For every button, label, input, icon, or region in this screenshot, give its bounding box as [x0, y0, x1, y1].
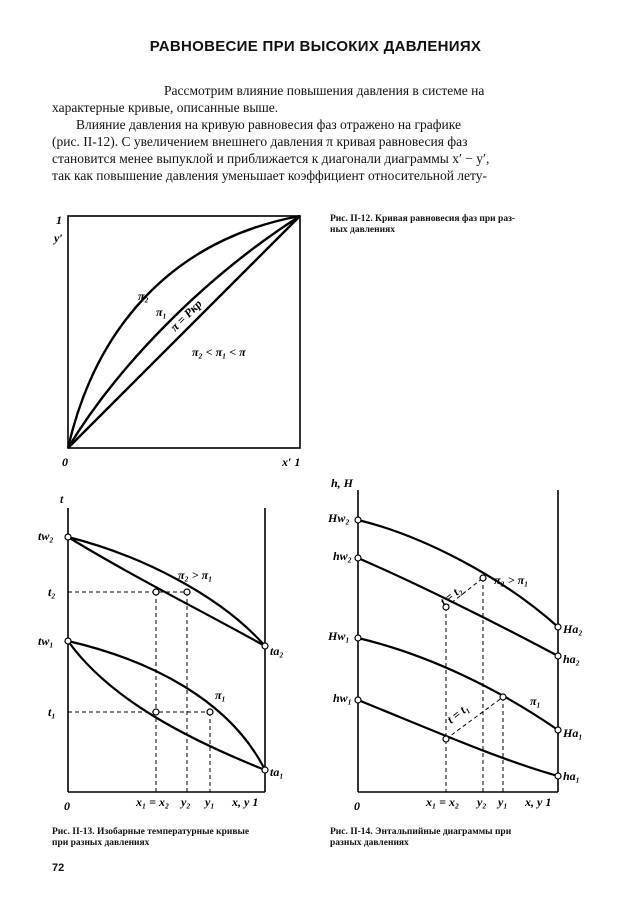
paragraph-line-3: Влияние давления на кривую равновесия фаз отражено на графике	[76, 117, 461, 132]
page-number: 72	[52, 862, 65, 874]
fig14-tick-x1x2: x₁ = x₂	[426, 795, 460, 809]
fig14-caption-line-1: Рис. II-14. Энтальпийные диаграммы при	[330, 827, 512, 837]
fig13-label-tw2: tw₂	[38, 529, 54, 543]
fig14-label-hw2: hw₂	[333, 549, 352, 563]
fig12-caption-line-1: Рис. II-12. Кривая равновесия фаз при раз-	[330, 214, 516, 224]
fig13-label-ta2: ta₂	[270, 644, 284, 658]
fig13-label-tw1: tw₁	[38, 634, 54, 648]
fig12-origin-label: 0	[62, 455, 68, 469]
fig14-point-hw1	[355, 697, 361, 703]
fig13-caption-line-1: Рис. II-13. Изобарные температурные кривые	[52, 827, 250, 837]
fig14-label-pi2-gt-pi1: π₂ > π₁	[494, 573, 529, 587]
fig14-point-t1-vapor	[500, 694, 506, 700]
fig13-tick-end: x, y 1	[232, 795, 259, 809]
fig13-label-t1: t₁	[48, 705, 56, 719]
paragraph-line-5: становится менее выпуклой и приближается к диагонали диаграммы x′ − y′,	[52, 151, 490, 166]
fig14-point-ha1	[555, 773, 561, 779]
fig14-caption-line-2: разных давлениях	[330, 838, 409, 848]
fig14-label-t-eq-t1: t = t₁	[444, 700, 472, 727]
fig14-label-Ha1: Ha₁	[563, 726, 583, 740]
fig12-label-pi2: π₂	[138, 289, 149, 303]
fig14-point-hw2	[355, 555, 361, 561]
fig14-label-Ha2: Ha₂	[563, 622, 583, 636]
fig14-caption	[330, 827, 592, 849]
fig14-label-ha1: ha₁	[563, 769, 580, 783]
fig13-label-pi1: π₁	[215, 688, 226, 702]
fig14-point-Ha1	[555, 727, 561, 733]
fig14-label-pi1: π₁	[530, 694, 541, 708]
fig14-point-Ha2	[555, 624, 561, 630]
fig14-point-ha2	[555, 653, 561, 659]
fig12-y-top-label: 1	[56, 213, 62, 227]
fig12-label-pcr: π = Pкр	[167, 296, 205, 335]
fig14-tick-end: x, y 1	[525, 795, 552, 809]
fig13-tick-y1: y₁	[205, 795, 215, 809]
fig14-origin-label: 0	[354, 799, 360, 813]
fig14-y-axis-label: h, H	[331, 476, 354, 490]
fig13-origin-label: 0	[64, 799, 70, 813]
fig14-point-t1-liquid	[443, 736, 449, 742]
fig14-label-hw1: hw₁	[333, 691, 352, 705]
fig13-label-pi2-gt-pi1: π₂ > π₁	[178, 568, 213, 582]
fig14-label-t-eq-t2: t = t₂	[437, 582, 465, 609]
fig14-label-ha2: ha₂	[563, 652, 580, 666]
paragraph-line-6: так как повышение давления уменьшает коэффициент относительной лету-	[52, 168, 487, 183]
paragraph-line-2: характерные кривые, описанные выше.	[52, 100, 279, 115]
fig12-y-axis-label: y′	[54, 231, 63, 245]
fig14-point-t2-vapor	[480, 575, 486, 581]
fig12-caption-line-2: ных давлениях	[330, 225, 395, 235]
fig13-label-ta1: ta₁	[270, 765, 284, 779]
fig12-inequality: π₂ < π₁ < π	[192, 345, 246, 359]
fig13-y-axis-label: t	[60, 492, 64, 506]
fig14-tick-y1: y₁	[498, 795, 508, 809]
paragraph-line-4: (рис. II-12). С увеличением внешнего давления π кривая равновесия фаз	[52, 134, 468, 149]
fig14-label-Hw2: Hw₂	[328, 511, 350, 525]
fig13-tick-x1x2: x₁ = x₂	[136, 795, 170, 809]
fig14-label-Hw1: Hw₁	[328, 629, 350, 643]
fig13-tick-y2: y₂	[181, 795, 191, 809]
fig14-tick-y2: y₂	[477, 795, 487, 809]
section-title: РАВНОВЕСИЕ ПРИ ВЫСОКИХ ДАВЛЕНИЯХ	[149, 38, 482, 55]
fig12-label-pi1: π₁	[156, 305, 167, 319]
fig14-point-Hw1	[355, 635, 361, 641]
fig14-point-Hw2	[355, 517, 361, 523]
fig13-label-t2: t₂	[48, 585, 56, 599]
fig12-x-axis-label: x′ 1	[282, 455, 301, 469]
paragraph-line-1: Рассмотрим влияние повышения давления в системе на	[164, 83, 485, 98]
fig13-caption-line-2: при разных давлениях	[52, 838, 150, 848]
